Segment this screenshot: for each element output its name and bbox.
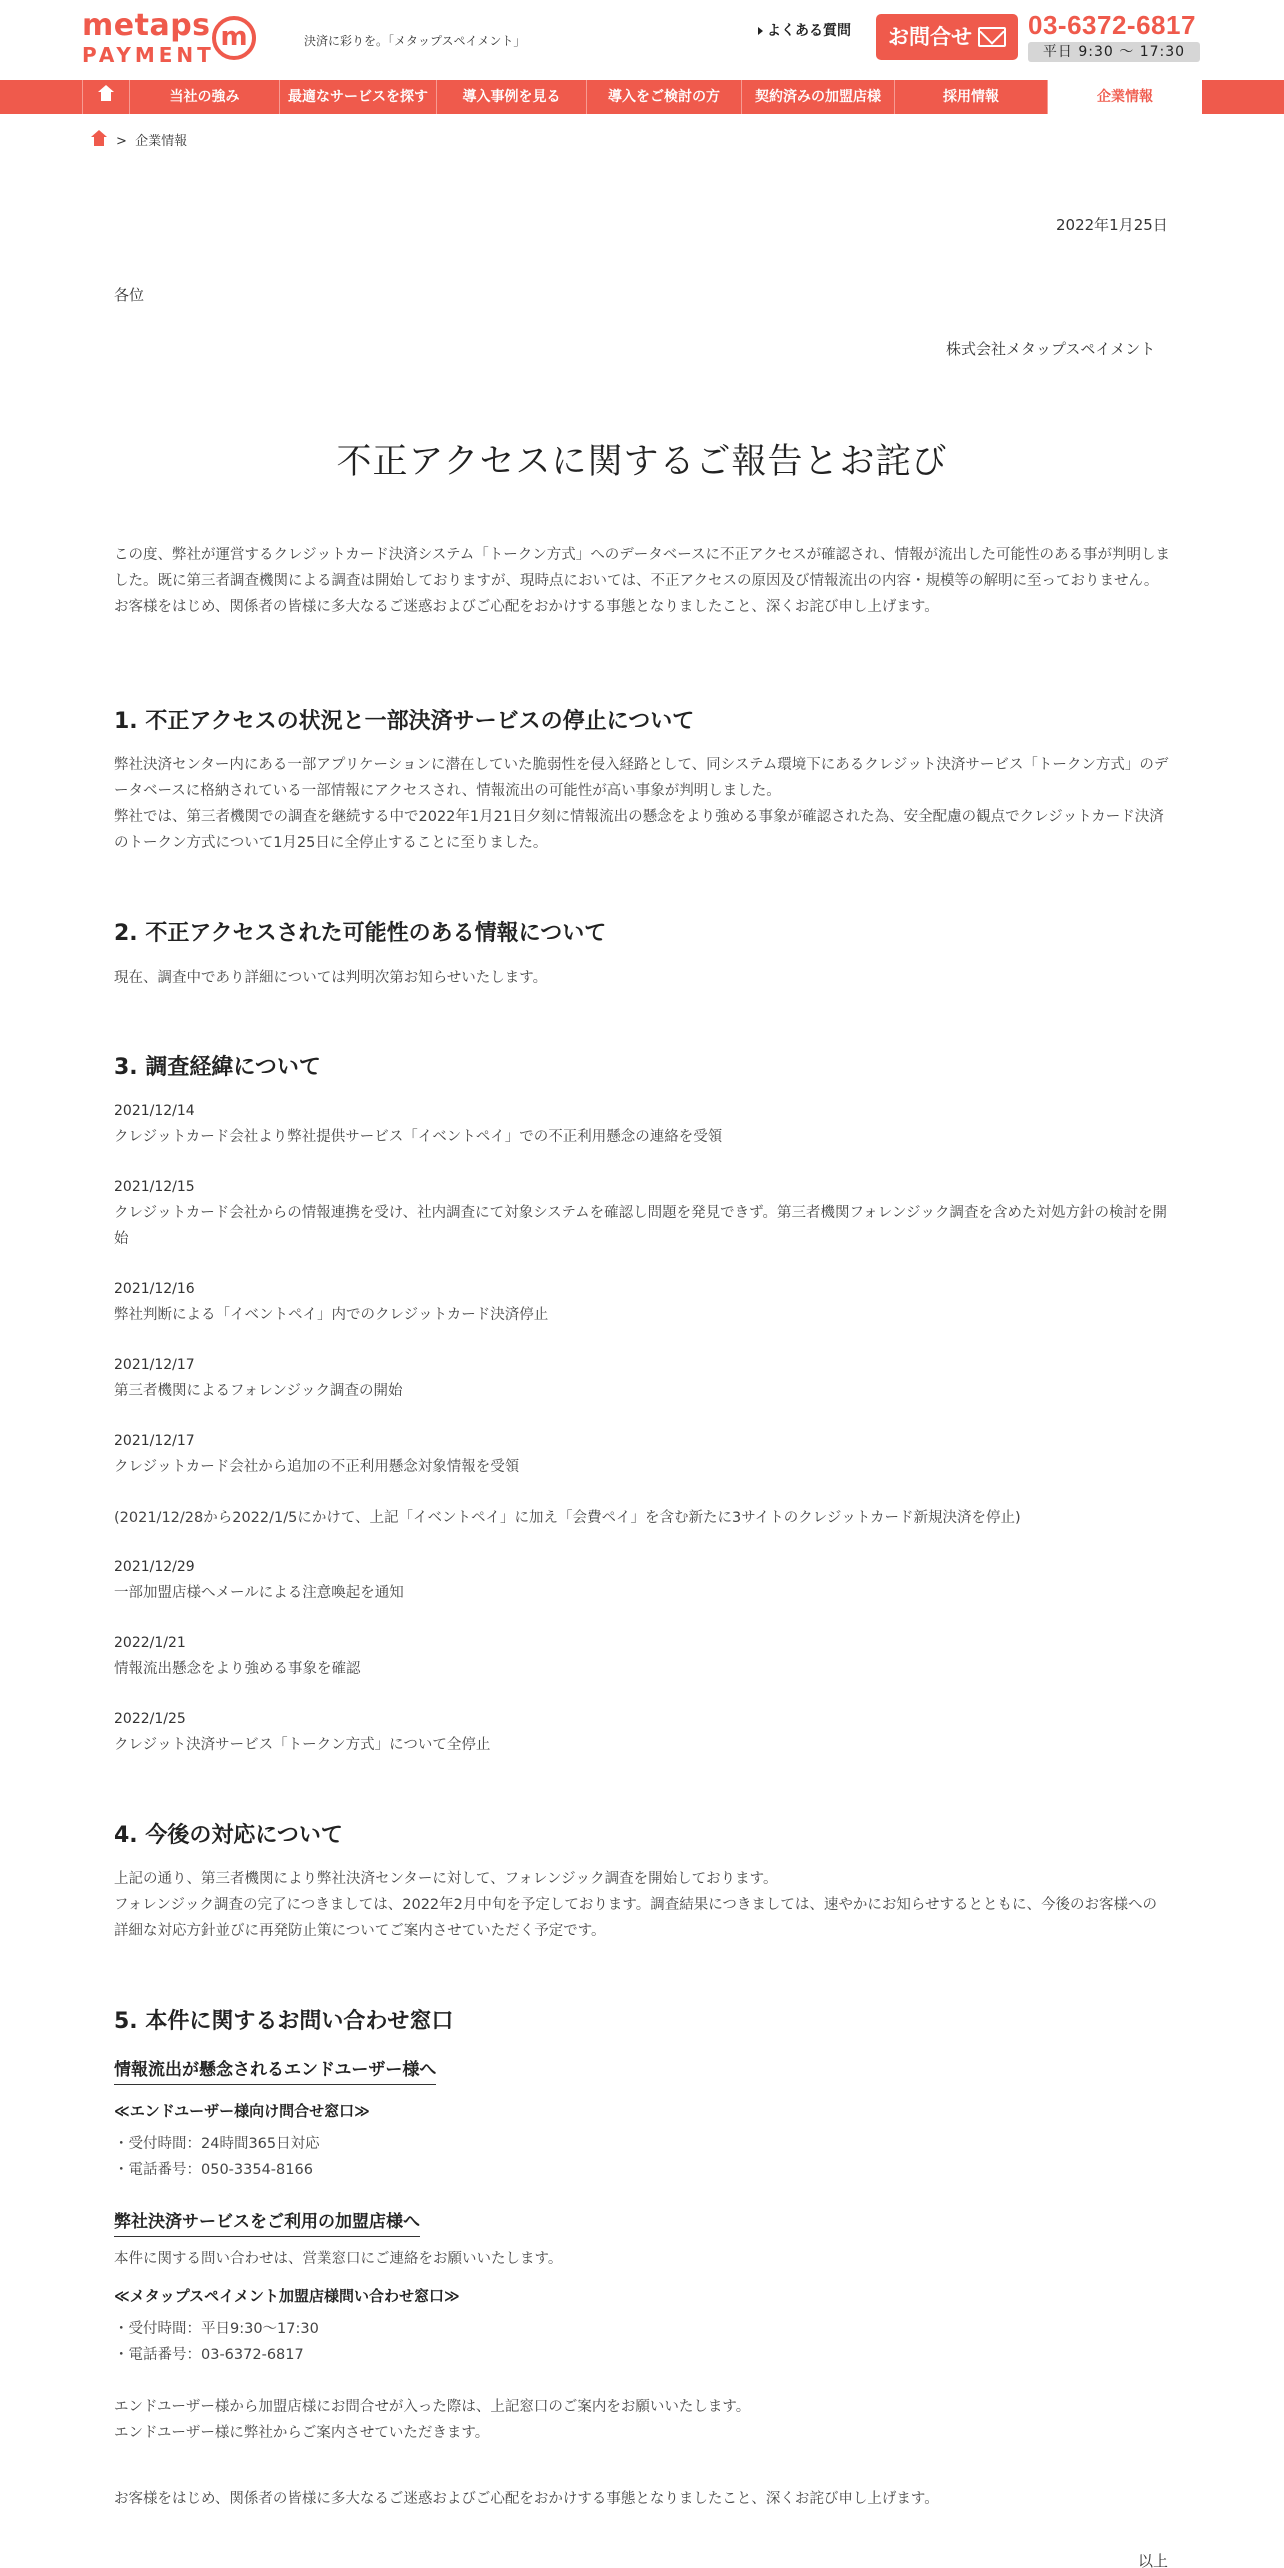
merchant-note-1: エンドユーザー様から加盟店様にお問合せが入った際は、上記窓口のご案内をお願いいたします。 [114, 2399, 751, 2415]
contact-button[interactable] [876, 14, 1018, 60]
closing-apology: お客様をはじめ、関係者の皆様に多大なるご迷惑およびご心配をおかけする事態となりましたこと、深くお詫び申し上げます。 [114, 2491, 939, 2507]
timeline-text: 第三者機関によるフォレンジック調査の開始 [114, 1383, 403, 1399]
nav-item-strengths[interactable]: 当社の強み [130, 80, 280, 114]
section-2-text: 現在、調査中であり詳細については判明次第お知らせいたします。 [114, 970, 548, 986]
home-icon [99, 91, 113, 103]
metaps-payment-logo[interactable] [82, 10, 258, 66]
section-3-heading: 3. 調査経緯について [114, 1055, 321, 1080]
nav-item-find-service[interactable]: 最適なサービスを探す [280, 80, 437, 114]
nav-item-careers[interactable]: 採用情報 [895, 80, 1048, 114]
faq-link[interactable] [758, 20, 851, 40]
faq-label: よくある質問 [767, 23, 851, 39]
logo-m-mark: m [212, 16, 256, 60]
site-header [0, 0, 1284, 80]
intro-paragraph [114, 542, 1170, 620]
merchant-phone: ・電話番号：03-6372-6817 [114, 2347, 304, 2363]
timeline-date: 2021/12/29 [114, 1559, 195, 1575]
intro-text-2: お客様をはじめ、関係者の皆様に多大なるご迷惑およびご心配をおかけする事態となりましたこと、深くお詫び申し上げます。 [114, 599, 939, 615]
nav-item-case-studies[interactable]: 導入事例を見る [437, 80, 587, 114]
document-date: 2022年1月25日 [1056, 216, 1168, 234]
site-tagline: 決済に彩りを。「メタップスペイメント」 [304, 34, 526, 48]
breadcrumb [92, 130, 187, 149]
section-4-text-1: 上記の通り、第三者機関により弊社決済センターに対して、フォレンジック調査を開始しております。 [114, 1871, 778, 1887]
timeline-date: 2021/12/14 [114, 1103, 195, 1119]
enduser-window-title: ≪エンドユーザー様向け問合せ窓口≫ [114, 2102, 370, 2120]
merchant-subheading: 弊社決済サービスをご利用の加盟店様へ [114, 2207, 420, 2237]
section-4-body [114, 1866, 1170, 1944]
section-4-heading: 4. 今後の対応について [114, 1823, 343, 1848]
section-5-heading: 5. 本件に関するお問い合わせ窓口 [114, 2009, 454, 2034]
merchant-lead: 本件に関する問い合わせは、営業窓口にご連絡をお願いいたします。 [114, 2251, 563, 2267]
timeline-date: 2021/12/17 [114, 1357, 195, 1373]
nav-home[interactable] [82, 80, 130, 114]
merchant-window-title: ≪メタップスペイメント加盟店様問い合わせ窓口≫ [114, 2287, 460, 2305]
timeline-text: 情報流出懸念をより強める事象を確認 [114, 1661, 361, 1677]
merchant-note-2: エンドユーザー様に弊社からご案内させていただきます。 [114, 2425, 490, 2441]
enduser-hours: ・受付時間：24時間365日対応 [114, 2136, 320, 2152]
section-4-text-2: フォレンジック調査の完了につきましては、2022年2月中旬を予定しております。調査結果につきましては、速やかにお知らせするとともに、今後のお客様への詳細な対応方針並びに再発防止策についてご案内させていただく予定です。 [114, 1897, 1157, 1939]
timeline-date: 2021/12/17 [114, 1433, 195, 1449]
document-company: 株式会社メタップスペイメント [946, 340, 1156, 358]
timeline-date: 2021/12/15 [114, 1179, 195, 1195]
logo-wordmark-top: metaps [82, 8, 211, 43]
merchant-hours: ・受付時間：平日9:30～17:30 [114, 2321, 319, 2337]
section-1-text-2: 弊社では、第三者機関での調査を継続する中で2022年1月21日夕刻に情報流出の懸念をより強める事象が確認された為、安全配慮の観点でクレジットカード決済のトークン方式について1月25日に全停止することに至りました。 [114, 809, 1164, 851]
breadcrumb-separator: > [116, 134, 127, 149]
timeline-text: クレジットカード会社からの情報連携を受け、社内調査にて対象システムを確認し問題を発見できず。第三者機関フォレンジック調査を含めた対処方針の検討を開始 [114, 1205, 1168, 1247]
closing-mark: 以上 [1138, 2552, 1169, 2568]
intro-text-1: この度、弊社が運営するクレジットカード決済システム「トークン方式」へのデータベースに不正アクセスが確認され、情報が流出した可能性のある事が判明しました。既に第三者調査機関による調査は開始しておりますが、現時点においては、不正アクセスの原因及び情報流出の内容・規模等の解明に至っておりません。 [114, 547, 1170, 589]
breadcrumb-current: 企業情報 [135, 134, 188, 149]
breadcrumb-home-icon[interactable] [92, 136, 106, 148]
main-nav [0, 80, 1284, 114]
logo-wordmark-bottom: PAYMENT [82, 43, 215, 67]
nav-item-considering[interactable]: 導入をご検討の方 [587, 80, 742, 114]
timeline-note: (2021/12/28から2022/1/5にかけて、上記「イベントペイ」に加え「会費ペイ」を含む新たに3サイトのクレジットカード新規決済を停止) [114, 1510, 1021, 1526]
nav-item-merchants[interactable]: 契約済みの加盟店様 [742, 80, 895, 114]
section-1-text-1: 弊社決済センター内にある一部アプリケーションに潜在していた脆弱性を侵入経路として、同システム環境下にあるクレジット決済サービス「トークン方式」のデータベースに格納されている一部情報にアクセスされ、情報流出の可能性が高い事象が判明しました。 [114, 757, 1169, 799]
triangle-right-icon [758, 27, 763, 35]
timeline-date: 2021/12/16 [114, 1281, 195, 1297]
envelope-icon [978, 27, 1006, 47]
timeline-text: 弊社判断による「イベントペイ」内でのクレジットカード決済停止 [114, 1307, 549, 1323]
timeline-date: 2022/1/21 [114, 1635, 186, 1651]
timeline-text: 一部加盟店様へメールによる注意喚起を通知 [114, 1585, 404, 1601]
section-1-heading: 1. 不正アクセスの状況と一部決済サービスの停止について [114, 709, 695, 734]
section-1-body [114, 752, 1170, 856]
document-addressee: 各位 [114, 286, 145, 304]
contact-label: お問合せ [888, 25, 972, 49]
phone-number[interactable]: 03-6372-6817 [1028, 10, 1196, 40]
timeline-text: クレジットカード会社より弊社提供サービス「イベントペイ」での不正利用懸念の連絡を受領 [114, 1129, 723, 1145]
timeline-date: 2022/1/25 [114, 1711, 186, 1727]
page-title: 不正アクセスに関するご報告とお詫び [336, 442, 948, 482]
business-hours: 平日 9:30 〜 17:30 [1028, 42, 1200, 62]
timeline-text: クレジット決済サービス「トークン方式」について全停止 [114, 1737, 491, 1753]
nav-item-company[interactable]: 企業情報 [1048, 78, 1202, 114]
enduser-subheading: 情報流出が懸念されるエンドユーザー様へ [114, 2055, 436, 2085]
enduser-phone: ・電話番号：050-3354-8166 [114, 2162, 313, 2178]
timeline-text: クレジットカード会社から追加の不正利用懸念対象情報を受領 [114, 1459, 520, 1475]
section-2-heading: 2. 不正アクセスされた可能性のある情報について [114, 921, 607, 946]
